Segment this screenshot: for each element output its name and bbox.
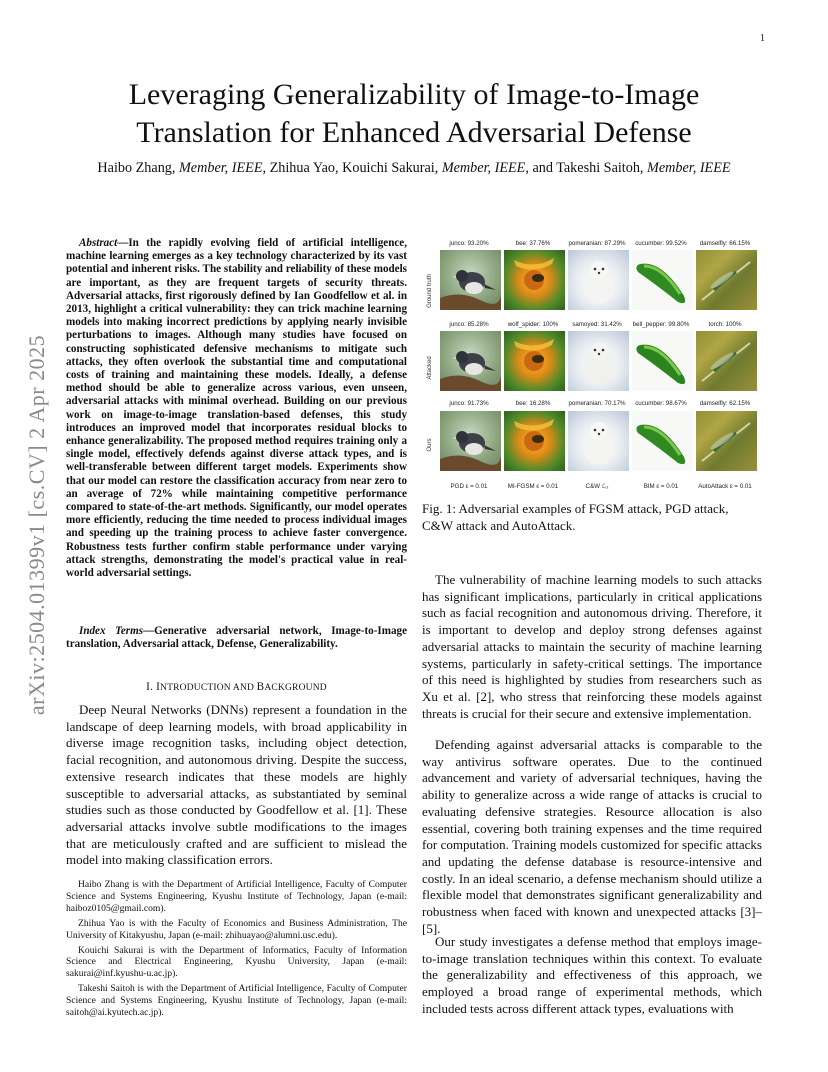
figure-cell-label: cucumber: 99.52% [635, 240, 687, 247]
image-cucumber-attacked [632, 331, 693, 391]
footnote: Zhihua Yao is with the Faculty of Economics and Business Administration, The University of Kitakyushu, Japan (e-mail: zhihuayao@alumni.usc.edu). [66, 917, 407, 941]
row-label-attacked: Attacked [427, 356, 433, 380]
footnote: Kouichi Sakurai is with the Department of Informatics, Faculty of Information Science and Electrical Engineering, Kyushu University, Japan (e-mail: sakurai@inf.kyushu-u.ac.jp). [66, 944, 407, 980]
image-pomeranian-attacked [568, 331, 629, 391]
author-list [70, 160, 758, 177]
image-pomeranian-ours [568, 411, 629, 471]
row-label-ground-truth: Ground truth [427, 274, 433, 308]
author-2-3: , Zhihua Yao, Kouichi Sakurai, [262, 160, 442, 176]
figure-cell-label: bell_pepper: 99.80% [632, 321, 690, 328]
image-junco-attacked [440, 331, 501, 391]
figure-caption: Fig. 1: Adversarial examples of FGSM attack, PGD attack, C&W attack and AutoAttack. [422, 501, 729, 533]
figure-cell-label: junco: 85.28% [449, 321, 489, 328]
index-terms [66, 625, 407, 651]
author-3-role: Member, IEEE [441, 160, 526, 176]
author-1: Haibo Zhang, [97, 160, 179, 176]
image-bee-ours [504, 411, 565, 471]
author-1-role: Member, IEEE [178, 160, 263, 176]
figure-cell-label: wolf_spider: 100% [507, 321, 559, 328]
attack-label: MI-FGSM ε = 0.01 [507, 483, 559, 490]
title-line-2: Translation for Enhanced Adversarial Defense [136, 116, 692, 149]
abstract-text: —In the rapidly evolving field of artificial intelligence, machine learning emerges as a key technology characterized by its vast potential and inherent risks. The stability and reliability of these models are important, as they are frequent targets of security threats. Adversarial attacks, first rigorously defined by Ian Goodfellow et al. in 2013, highlight a critical vulnerability: they can trick machine learning models into making incorrect predictions by applying nearly invisible perturbations to images. Although many studies have focused on constructing sophisticated defensive mechanisms to mitigate such attacks, they often overlook the substantial time and computational costs of training and maintaining these models. Ideally, a defense method should be able to generalize across various, even unseen, adversarial attacks with minimal overhead. Building on our previous work on image-to-image translation-based defenses, this study introduces an improved model that incorporates residual blocks to enhance generalizability. The proposed method requires training only a single model, effectively defends against diverse attack types, and is well-transferable between different target models. Experiments show that our model can restore the classification accuracy from near zero to an average of 72% while maintaining competitive performance compared to state-of-the-art methods. Significantly, our model operates more efficiently, reducing the time needed to process individual images and speeding up the training process to achieve faster convergence. Robustness tests further confirm stable performance under varying attack strengths, demonstrating the model's practical value in real-world adversarial settings. [66, 237, 407, 580]
figure-cell-label: damselfly: 66.15% [699, 240, 751, 247]
author-4: , and Takeshi Saitoh, [525, 160, 648, 176]
arxiv-stamp-text: arXiv:2504.01399v1 [cs.CV] 2 Apr 2025 [24, 334, 49, 716]
figure-1 [422, 236, 762, 492]
intro-paragraph: Deep Neural Networks (DNNs) represent a foundation in the landscape of deep learning models, with broad applicability in diverse image recognition tasks, including object detection, facial recognition, and autonomous driving. Despite the success, extensive research indicates that these models are highly susceptible to adversarial attacks, as substantiated by seminal studies such as those conducted by Goodfellow et al. [1]. These adversarial attacks involve subtle modifications to the images that are meticulously crafted and are sufficient to mislead the model into making classification errors. [66, 702, 407, 868]
figure-cell-label: bee: 37.76% [515, 240, 551, 247]
author-4-role: Member, IEEE [647, 160, 731, 176]
figure-cell-label: pomeranian: 87.29% [568, 240, 626, 247]
figure-cell-label: damselfly: 62.15% [699, 400, 751, 407]
image-junco [440, 250, 501, 310]
title-line-1: Leveraging Generalizability of Image-to-Image [128, 78, 700, 111]
image-cucumber [632, 250, 693, 310]
attack-label: BIM ε = 0.01 [643, 483, 679, 490]
figure-cell-label: pomeranian: 70.17% [568, 400, 626, 407]
section-heading: I. INTRODUCTION AND BACKGROUND [146, 681, 327, 693]
figure-cell-label: torch: 100% [708, 321, 742, 328]
arxiv-stamp [22, 290, 52, 760]
image-pomeranian [568, 250, 629, 310]
attack-label: C&W ℒ₂ [585, 483, 609, 490]
image-damselfly-ours [696, 411, 757, 471]
page-number: 1 [760, 33, 765, 44]
footnotes [66, 879, 407, 1022]
image-damselfly-attacked [696, 331, 757, 391]
figure-cell-label: samoyed: 31.42% [572, 321, 622, 328]
abstract-label: Abstract [79, 237, 118, 249]
attack-label: PGD ε = 0.01 [450, 483, 488, 490]
footnote: Haibo Zhang is with the Department of Artificial Intelligence, Faculty of Computer Science and Systems Engineering, Kyushu Institute of Technology, Japan (e-mail: haiboz0105@gmail.com). [66, 879, 407, 914]
index-terms-label: Index Terms [79, 625, 144, 637]
body-paragraph: Defending against adversarial attacks is comparable to the way antivirus software operates. Due to the continued advancement and variety of adversarial techniques, having the ability to generalize across a wide range of attacks is crucial to evaluating defensive strategies. Resource allocation is also essential, covering both training expenses and the time required for computation. Training models customized for specific attacks and updating the defense database is resource-intensive and costly. In an ideal scenario, a defense mechanism should utilize a flexible model that demonstrates significant generalizability and robustness when faced with known and unexpected attacks [3]–[5]. [422, 737, 762, 936]
image-damselfly [696, 250, 757, 310]
image-bee [504, 250, 565, 310]
body-paragraph: The vulnerability of machine learning models to such attacks has significant implications, particularly in critical applications such as facial recognition and autonomous driving. Therefore, it is important to develop and deploy strong defenses against adversarial attacks to maintain the security of machine learning systems, particularly in safety-critical settings. The importance of this need is highlighted by studies from researchers such as Xu et al. [2], who stress that reinforcing these models against threats is crucial for their secure and extensive implementation. [422, 572, 762, 721]
image-bee-attacked [504, 331, 565, 391]
footnote: Takeshi Saitoh is with the Department of Artificial Intelligence, Faculty of Computer Science and Systems Engineering, Kyushu Institute of Technology, Japan (e-mail: saitoh@ai.kyutech.ac.jp). [66, 983, 407, 1019]
figure-cell-label: cucumber: 98.67% [635, 400, 687, 407]
abstract [66, 237, 407, 580]
image-cucumber-ours [632, 411, 693, 471]
paper-title [70, 76, 758, 152]
figure-cell-label: junco: 93.20% [449, 240, 489, 247]
row-label-ours: Ours [427, 438, 433, 452]
attack-label: AutoAttack ε = 0.01 [698, 483, 752, 490]
index-terms-text: —Generative adversarial network, Image-to-Image translation, Adversarial attack, Defense, Generalizability. [66, 625, 407, 651]
body-paragraph: Our study investigates a defense method that employs image-to-image translation techniques within this context. To evaluate the generalizability and effectiveness of this approach, we employed a broad range of experimental methods, which included tests across different attack types, evaluations with [422, 934, 762, 1016]
figure-cell-label: junco: 91.73% [449, 400, 489, 407]
figure-cell-label: bee: 16.28% [515, 400, 551, 407]
image-junco-ours [440, 411, 501, 471]
